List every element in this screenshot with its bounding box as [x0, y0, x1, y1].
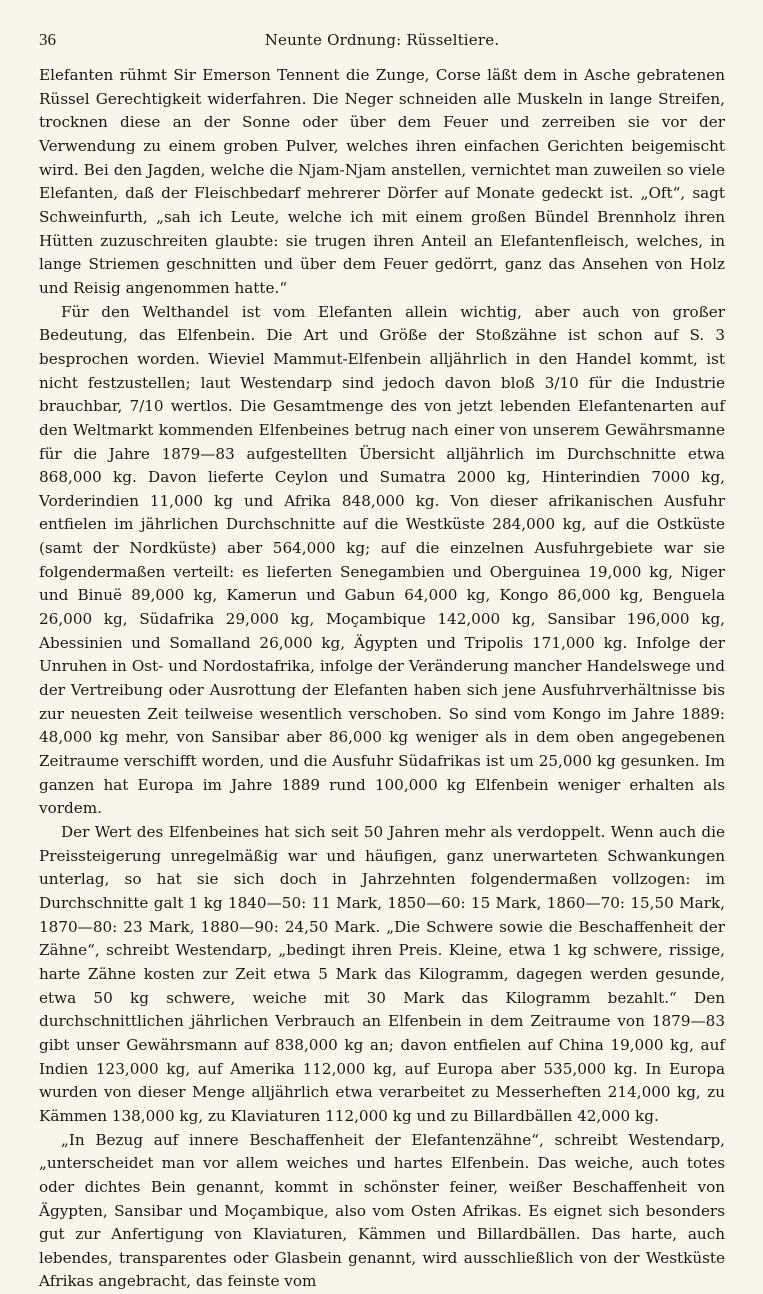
page-number: 36: [39, 30, 56, 49]
page-header: [39, 30, 725, 64]
body-text: [39, 64, 725, 1294]
paragraph-4: „In Bezug auf innere Beschaffenheit der Elefantenzähne“, schreibt Westendarp, „unterscheidet man vor allem weiches und hartes Elfenbein. Das weiche, auch totes oder dichtes Bein genannt, kommt in schönster feiner, weißer Beschaffenheit von Ägypten, Sansibar und Moçambique, also vom Osten Afrikas. Es eignet sich besonders gut zur Anfertigung von Klaviaturen, Kämmen und Billardbällen. Das harte, auch lebendes, transparentes oder Glasbein genannt, wird ausschließlich von der Westküste Afrikas angebracht, das feinste vom: [39, 1130, 725, 1291]
paragraph-3: Der Wert des Elfenbeines hat sich seit 50 Jahren mehr als verdoppelt. Wenn auch die Preissteigerung unregelmäßig war und häufigen, ganz unerwarteten Schwankungen unterlag, so hat sie sich doch in Jahrzehnten folgendermaßen vollzogen: im Durchschnitte galt 1 kg 1840—50: 11 Mark, 1850—60: 15 Mark, 1860—70: 15,50 Mark, 1870—80: 23 Mark, 1880—90: 24,50 Mark. „Die Schwere sowie die Beschaffenheit der Zähne“, schreibt Westendarp, „bedingt ihren Preis. Kleine, etwa 1 kg schwere, rissige, harte Zähne kosten zur Zeit etwa 5 Mark das Kilogramm, dagegen werden gesunde, etwa 50 kg schwere, weiche mit 30 Mark das Kilogramm bezahlt.“ Den durchschnittlichen jährlichen Verbrauch an Elfenbein in dem Zeitraume von 1879—83 gibt unser Gewährsmann auf 838,000 kg an; davon entfielen auf China 19,000 kg, auf Indien 123,000 kg, auf Amerika 112,000 kg, auf Europa aber 535,000 kg. In Europa wurden von dieser Menge alljährlich etwa verarbeitet zu Messerheften 214,000 kg, zu Kämmen 138,000 kg, zu Klaviaturen 112,000 kg und zu Billardbällen 42,000 kg.: [39, 823, 725, 1125]
paragraph-2: Für den Welthandel ist vom Elefanten allein wichtig, aber auch von großer Bedeutung, das Elfenbein. Die Art und Größe der Stoßzähne ist schon auf S. 3 besprochen worden. Wieviel Mammut-Elfenbein alljährlich in den Handel kommt, ist nicht festzustellen; laut Westendarp sind jedoch davon bloß 3/10 für die Industrie brauchbar, 7/10 wertlos. Die Gesamtmenge des von jetzt lebenden Elefantenarten auf den Weltmarkt kommenden Elfenbeines betrug nach einer von unserem Gewährsmanne für die Jahre 1879—83 aufgestellten Übersicht alljährlich im Durchschnitte etwa 868,000 kg. Davon lieferte Ceylon und Sumatra 2000 kg, Hinterindien 7000 kg, Vorderindien 11,000 kg und Afrika 848,000 kg. Von dieser afrikanischen Ausfuhr entfielen im jährlichen Durchschnitte auf die Westküste 284,000 kg, auf die Ostküste (samt der Nordküste) aber 564,000 kg; auf die einzelnen Ausfuhrgebiete war sie folgendermaßen verteilt: es lieferten Senegambien und Oberguinea 19,000 kg, Niger und Binuë 89,000 kg, Kamerun und Gabun 64,000 kg, Kongo 86,000 kg, Benguela 26,000 kg, Südafrika 29,000 kg, Moçambique 142,000 kg, Sansibar 196,000 kg, Abessinien und Somalland 26,000 kg, Ägypten und Tripolis 171,000 kg. Infolge der Unruhen in Ost- und Nordostafrika, infolge der Veränderung mancher Handelswege und der Vertreibung oder Ausrottung der Elefanten haben sich jene Ausfuhrverhältnisse bis zur neuesten Zeit teilweise wesentlich verschoben. So sind vom Kongo im Jahre 1889: 48,000 kg mehr, von Sansibar aber 86,000 kg weniger als in dem oben angegebenen Zeitraume verschifft worden, und die Ausfuhr Südafrikas ist um 25,000 kg gesunken. Im ganzen hat Europa im Jahre 1889 rund 100,000 kg Elfenbein weniger erhalten als vordem.: [39, 302, 725, 818]
paragraph-1: Elefanten rühmt Sir Emerson Tennent die Zunge, Corse läßt dem in Asche gebratenen Rüssel Gerechtigkeit widerfahren. Die Neger schneiden alle Muskeln in lange Streifen, trocknen diese an der Sonne oder über dem Feuer und zerreiben sie vor der Verwendung zu einem groben Pulver, welches ihren einfachen Gerichten beigemischt wird. Bei den Jagden, welche die Njam-Njam anstellen, vernichtet man zuweilen so viele Elefanten, daß der Fleischbedarf mehrerer Dörfer auf Monate gedeckt ist. „Oft“, sagt Schweinfurth, „sah ich Leute, welche ich mit einem großen Bündel Brennholz ihren Hütten zuzuschreiten glaubte: sie trugen ihren Anteil an Elefantenfleisch, welches, in lange Striemen geschnitten und über dem Feuer gedörrt, ganz das Ansehen von Holz und Reisig angenommen hatte.“: [39, 66, 725, 297]
running-head: Neunte Ordnung: Rüsseltiere.: [264, 31, 500, 49]
